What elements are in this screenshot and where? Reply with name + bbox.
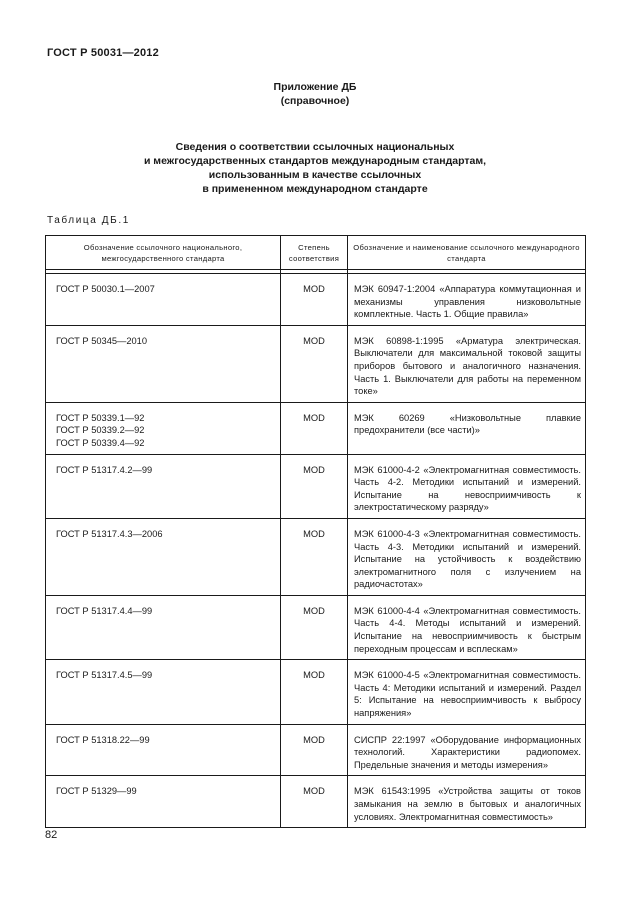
designation-text: ГОСТ Р 51317.4.4—99 xyxy=(56,605,153,616)
designation-cell xyxy=(46,518,281,595)
column-header-intl: Обозначение и наименование ссылочного международного стандарта xyxy=(348,236,586,270)
intl-standard-cell: МЭК 61000-4-5 «Электромагнитная совместимость. Часть 4: Методики испытаний и измерений. Раздел 5: Испытание на невосприимчивость к выбросу напряжения» xyxy=(348,660,586,724)
intl-standard-cell: МЭК 60269 «Низковольтные плавкие предохранители (все части)» xyxy=(348,402,586,454)
intl-standard-cell: МЭК 61543:1995 «Устройства защиты от токов замыкания на землю в бытовых и аналогичных условиях. Электромагнитная совместимость» xyxy=(348,776,586,828)
designation-cell xyxy=(46,595,281,659)
table-row xyxy=(46,454,586,518)
table-row xyxy=(46,325,586,402)
designation-cell xyxy=(46,660,281,724)
designation-text: ГОСТ Р 51317.4.3—2006 xyxy=(56,528,163,539)
table-row xyxy=(46,402,586,454)
degree-cell: MOD xyxy=(281,274,348,326)
degree-cell: MOD xyxy=(281,776,348,828)
table-header-row xyxy=(46,236,586,270)
intl-standard-cell: СИСПР 22:1997 «Оборудование информационных технологий. Характеристики радиопомех. Предельные значения и методы измерения» xyxy=(348,724,586,776)
designation-text: ГОСТ Р 50339.2—92 xyxy=(56,425,145,436)
intl-standard-cell: МЭК 61000-4-4 «Электромагнитная совместимость. Часть 4-4. Методы испытаний и измерений. Испытание на невосприимчивость к быстрым переходным процессам и всплескам» xyxy=(348,595,586,659)
designation-text: ГОСТ Р 51329—99 xyxy=(56,786,137,797)
appendix-title: Приложение ДБ xyxy=(273,81,357,93)
designation-cell xyxy=(46,274,281,326)
degree-cell: MOD xyxy=(281,518,348,595)
table-row xyxy=(46,595,586,659)
designation-cell xyxy=(46,776,281,828)
degree-cell: MOD xyxy=(281,660,348,724)
appendix-subtitle: (справочное) xyxy=(280,95,350,107)
designation-cell xyxy=(46,402,281,454)
appendix-heading xyxy=(0,80,630,108)
degree-cell: MOD xyxy=(281,454,348,518)
column-header-degree: Степень соответствия xyxy=(281,236,348,270)
intl-standard-cell: МЭК 60947-1:2004 «Аппаратура коммутационная и механизмы управления низковольтные комплектные. Часть 1. Общие правила» xyxy=(348,274,586,326)
degree-cell: MOD xyxy=(281,325,348,402)
degree-cell: MOD xyxy=(281,595,348,659)
heading-line: в примененном международном стандарте xyxy=(202,183,428,195)
table-row xyxy=(46,724,586,776)
designation-text: ГОСТ Р 50345—2010 xyxy=(56,335,148,346)
designation-text: ГОСТ Р 51318.22—99 xyxy=(56,734,150,745)
designation-cell xyxy=(46,454,281,518)
heading-line: Сведения о соответствии ссылочных национальных xyxy=(175,141,455,153)
designation-text: ГОСТ Р 50030.1—2007 xyxy=(56,284,155,294)
designation-cell xyxy=(46,325,281,402)
table-row xyxy=(46,660,586,724)
intl-standard-cell: МЭК 61000-4-2 «Электромагнитная совместимость. Часть 4-2. Методики испытаний и измерений. Испытание на невосприимчивость к электростатическому разряду» xyxy=(348,454,586,518)
column-header-designation: Обозначение ссылочного национального, межгосударственного стандарта xyxy=(46,236,281,270)
table-row xyxy=(46,776,586,828)
degree-cell: MOD xyxy=(281,402,348,454)
table-row xyxy=(46,274,586,326)
designation-text: ГОСТ Р 51317.4.5—99 xyxy=(56,670,153,681)
table-row xyxy=(46,518,586,595)
heading-line: и межгосударственных стандартов международным стандартам, xyxy=(143,155,487,167)
designation-cell xyxy=(46,724,281,776)
table-caption: Таблица ДБ.1 xyxy=(47,215,130,226)
intl-standard-cell: МЭК 61000-4-3 «Электромагнитная совместимость. Часть 4-3. Методики испытаний и измерений. Испытание на устойчивость к воздействию электромагнитного поля с излучением на радиочастотах» xyxy=(348,518,586,595)
correspondence-table xyxy=(45,235,586,828)
degree-cell: MOD xyxy=(281,724,348,776)
section-heading xyxy=(0,140,630,196)
document-code: ГОСТ Р 50031—2012 xyxy=(47,47,159,59)
designation-text: ГОСТ Р 50339.4—92 xyxy=(56,437,145,448)
heading-line: использованным в качестве ссылочных xyxy=(208,169,422,181)
designation-text: ГОСТ Р 50339.1—92 xyxy=(56,412,145,423)
designation-text: ГОСТ Р 51317.4.2—99 xyxy=(56,464,153,475)
intl-standard-cell: МЭК 60898-1:1995 «Арматура электрическая. Выключатели для максимальной токовой защиты приборов бытового и аналогичного назначения. Часть 1. Выключатели для работы на переменном токе» xyxy=(348,325,586,402)
page-number: 82 xyxy=(45,829,58,841)
